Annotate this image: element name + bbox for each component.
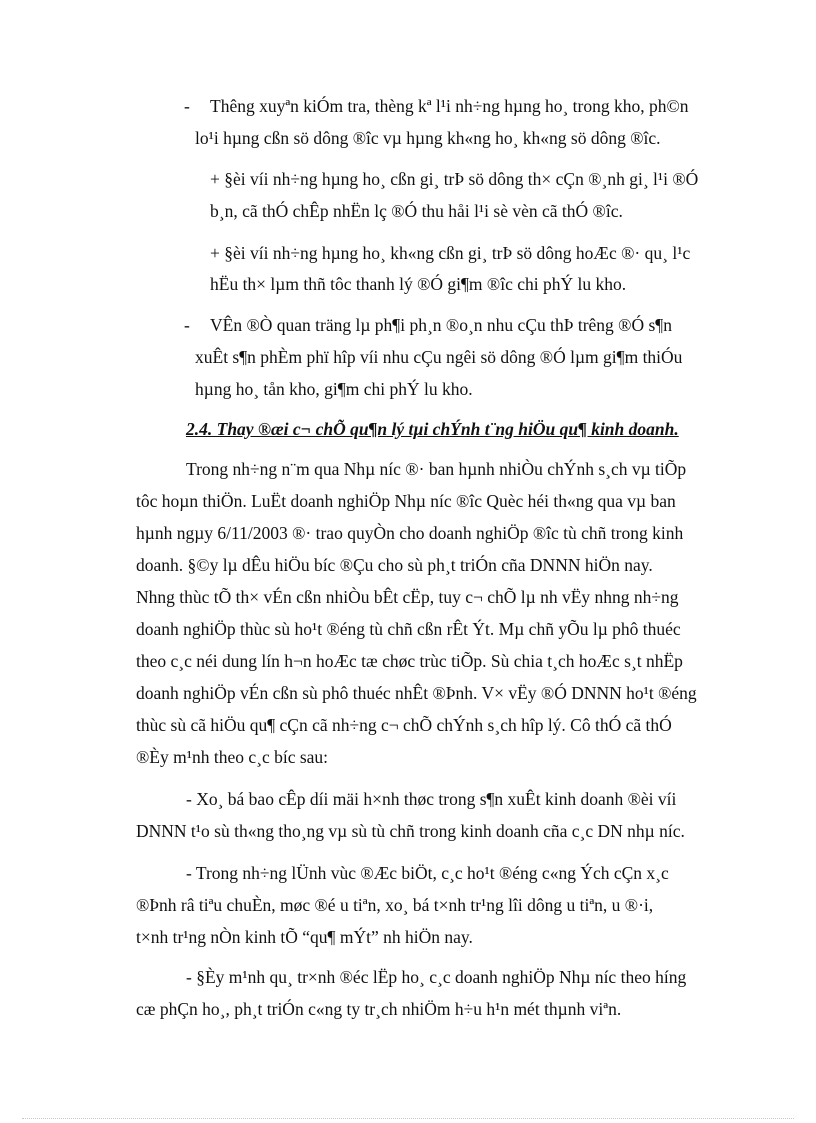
paragraph-1-line-8: doanh nghiÖp vÉn cßn sù phô thuéc nhÊt ®Þnh. V× vËy ®Ó DNNN ho¹t ®éng xyxy=(136,683,697,703)
bullet-2-line-2: xuÊt s¶n phÈm phï hîp víi nhu cÇu ngêi sö dông ®Ó lµm gi¶m thiÓu xyxy=(195,347,683,367)
paragraph-3-line-2: ®Þnh râ tiªu chuÈn, møc ®é u tiªn, xo¸ bá t×nh tr¹ng lîi dông u tiªn, u ®·i, xyxy=(136,895,654,915)
sub-item-1-line-1: + §èi víi nh÷ng hµng ho¸ cßn gi¸ trÞ sö dông th× cÇn ®¸nh gi¸ l¹i ®Ó xyxy=(210,169,699,189)
footer-divider xyxy=(22,1118,794,1119)
bullet-dash: - xyxy=(184,315,190,335)
sub-item-2-line-2: hËu th× lµm thñ tôc thanh lý ®Ó gi¶m ®îc chi phÝ lu kho. xyxy=(210,274,627,294)
sub-item-1-line-2: b¸n, cã thÓ chÊp nhËn lç ®Ó thu håi l¹i sè vèn cã thÓ ®îc. xyxy=(210,201,623,221)
bullet-dash: - xyxy=(184,96,190,116)
bullet-1-line-2: lo¹i hµng cßn sö dông ®îc vµ hµng kh«ng ho¸ kh«ng sö dông ®îc. xyxy=(195,128,661,148)
paragraph-1-line-4: doanh. §©y lµ dÊu hiÖu bíc ®Çu cho sù ph¸t triÓn cña DNNN hiÖn nay. xyxy=(136,555,653,575)
paragraph-1-line-9: thùc sù cã hiÖu qu¶ cÇn cã nh÷ng c¬ chÕ chÝnh s¸ch hîp lý. Cô thÓ cã thÓ xyxy=(136,715,672,735)
paragraph-1-line-2: tôc hoµn thiÖn. LuËt doanh nghiÖp Nhµ níc ®îc Quèc héi th«ng qua vµ ban xyxy=(136,491,676,511)
paragraph-1-line-3: hµnh ngµy 6/11/2003 ®· trao quyÒn cho doanh nghiÖp ®îc tù chñ trong kinh xyxy=(136,523,684,543)
paragraph-4-line-2: cæ phÇn ho¸, ph¸t triÓn c«ng ty tr¸ch nhiÖm h÷u h¹n mét thµnh viªn. xyxy=(136,999,622,1019)
paragraph-3-line-3: t×nh tr¹ng nÒn kinh tÕ “qu¶ mÝt” nh hiÖn nay. xyxy=(136,927,473,947)
paragraph-2-line-1: - Xo¸ bá bao cÊp díi mäi h×nh thøc trong s¶n xuÊt kinh doanh ®èi víi xyxy=(186,789,677,809)
paragraph-1-line-5: Nhng thùc tÕ th× vÉn cßn nhiÒu bÊt cËp, tuy c¬ chÕ lµ nh vËy nhng nh÷ng xyxy=(136,587,679,607)
paragraph-4-line-1: - §Èy m¹nh qu¸ tr×nh ®éc lËp ho¸ c¸c doanh nghiÖp Nhµ níc theo híng xyxy=(186,967,687,987)
bullet-2-line-3: hµng ho¸ tån kho, gi¶m chi phÝ lu kho. xyxy=(195,379,473,399)
paragraph-1-line-7: theo c¸c néi dung lín h¬n hoÆc tæ chøc trùc tiÕp. Sù chia t¸ch hoÆc s¸t nhËp xyxy=(136,651,683,671)
paragraph-1-line-10: ®Èy m¹nh theo c¸c bíc sau: xyxy=(136,747,329,767)
bullet-2-line-1: VÊn ®Ò quan träng lµ ph¶i ph¸n ®o¸n nhu cÇu thÞ trêng ®Ó s¶n xyxy=(210,315,672,335)
paragraph-3-line-1: - Trong nh÷ng lÜnh vùc ®Æc biÖt, c¸c ho¹t ®éng c«ng Ých cÇn x¸c xyxy=(186,863,669,883)
paragraph-1-line-6: doanh nghiÖp thùc sù ho¹t ®éng tù chñ cßn rÊt Ýt. Mµ chñ yÕu lµ phô thuéc xyxy=(136,619,681,639)
paragraph-1-line-1: Trong nh÷ng n¨m qua Nhµ níc ®· ban hµnh nhiÒu chÝnh s¸ch vµ tiÕp xyxy=(186,459,687,479)
paragraph-2-line-2: DNNN t¹o sù th«ng tho¸ng vµ sù tù chñ trong kinh doanh cña c¸c DN nhµ níc. xyxy=(136,821,685,841)
sub-item-2-line-1: + §èi víi nh÷ng hµng ho¸ kh«ng cßn gi¸ trÞ sö dông hoÆc ®· qu¸ l¹c xyxy=(210,243,691,263)
section-heading: 2.4. Thay ®æi c¬ chÕ qu¶n lý tµi chÝnh t¨ng hiÖu qu¶ kinh doanh. xyxy=(186,419,679,439)
bullet-1-line-1: Thêng xuyªn kiÓm tra, thèng kª l¹i nh÷ng hµng ho¸ trong kho, ph©n xyxy=(210,96,689,116)
